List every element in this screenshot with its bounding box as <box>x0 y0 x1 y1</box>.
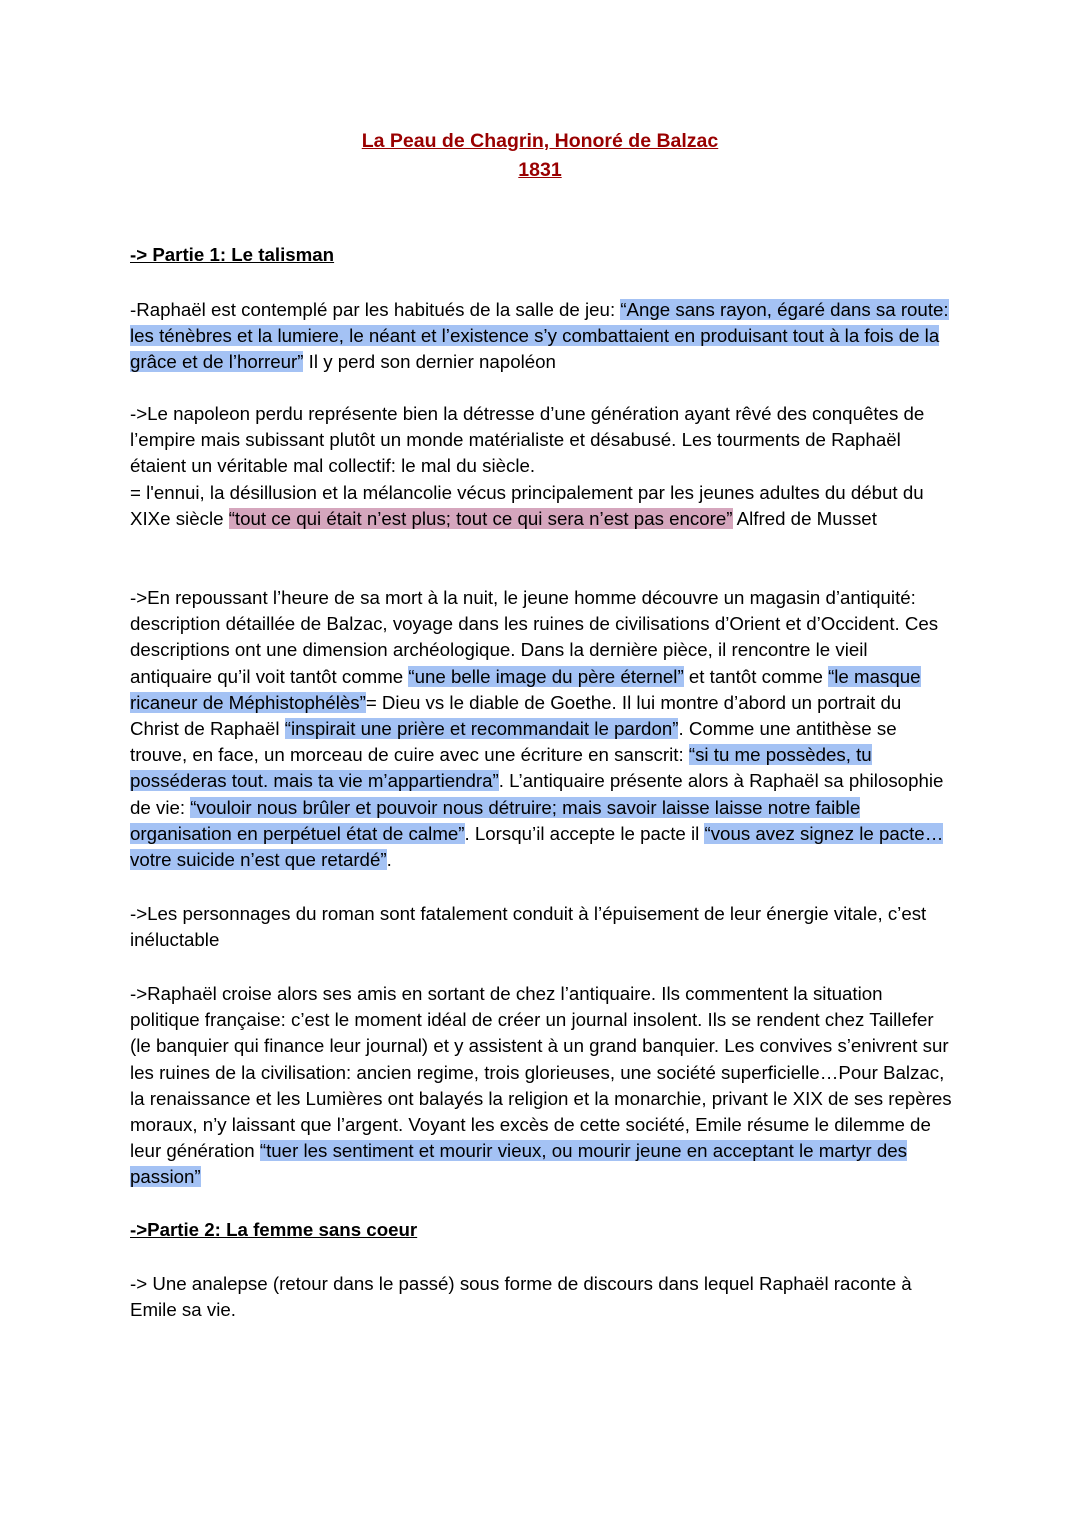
text-run: -Raphaël est contemplé par les habitués de la salle de jeu: <box>130 299 621 320</box>
paragraph-banquet <box>130 981 952 1191</box>
text-run: Il y perd son dernier napoléon <box>303 351 556 373</box>
text-run: = l'ennui, la désillusion et la mélancolie vécus principalement par les jeunes adultes du début du XIXe siècle <box>130 481 924 529</box>
highlighted-quote: “Ange sans rayon, égaré dans sa route: les ténèbres et la lumiere, le néant et l’existence s’y combattaient en produisant tout à la fois de la grâce et de l’horreur” <box>130 299 949 373</box>
part1-heading: -> Partie 1: Le talisman <box>130 244 335 265</box>
paragraph-antiquaire <box>130 585 952 873</box>
paragraph-energie-vitale <box>130 901 952 953</box>
text-run: ->Les personnages du roman sont fatalement conduit à l’épuisement de leur énergie vitale, c’est inéluctable <box>130 903 927 951</box>
text-run: Alfred de Musset <box>732 507 877 529</box>
highlighted-quote: “si tu me possèdes, tu posséderas tout. mais ta vie m’appartiendra” <box>130 744 872 792</box>
highlighted-quote: “une belle image du père éternel” <box>408 665 684 687</box>
part2-heading: ->Partie 2: La femme sans coeur <box>130 1219 418 1240</box>
text-run: ->Le napoleon perdu représente bien la détresse d’une génération ayant rêvé des conquêtes de l’empire mais subissant plutôt un monde matérialiste et désabusé. Les tourments de Raphaël étaient un véritable mal collectif: le mal du siècle. <box>130 403 925 477</box>
highlighted-quote: “vous avez signez le pacte…votre suicide n’est que retardé” <box>130 822 944 871</box>
text-run: . Comme une antithèse se trouve, en face, un morceau de cuire avec une écriture en sanscrit: <box>130 718 897 766</box>
paragraph-mal-du-siecle <box>130 401 952 532</box>
text-run: . Lorsqu’il accepte le pacte il <box>464 822 705 844</box>
text-run: ->En repoussant l’heure de sa mort à la nuit, le jeune homme découvre un magasin d’antiquité: description détaillée de Balzac, voyage dans les ruines de civilisations d’Orient et d’Occident. Ces descriptions ont une dimension archéologique. Dans la dernière pièce, il rencontre le vieil antiquaire qu’il voit tantôt comme <box>130 587 939 687</box>
paragraph-analepse <box>130 1271 952 1323</box>
highlighted-quote: “le masque ricaneur de Méphistophélès” <box>130 665 921 713</box>
document-title: La Peau de Chagrin, Honoré de Balzac <box>361 130 719 152</box>
highlighted-quote: “inspirait une prière et recommandait le pardon” <box>284 718 679 740</box>
highlighted-quote: “tuer les sentiment et mourir vieux, ou mourir jeune en acceptant le martyr des passion” <box>130 1140 907 1188</box>
document-year: 1831 <box>518 159 562 181</box>
text-run: . <box>386 849 392 871</box>
text-run: ->Raphaël croise alors ses amis en sortant de chez l’antiquaire. Ils commentent la situation politique française: c’est le moment idéal de créer un journal insolent. Ils se rendent chez Taillefer (le banquier qui finance leur journal) et y assistent à un grand banquier. Les convives s’enivrent sur les ruines de la civilisation: ancien regime, trois glorieuses, une société superficielle…Pour Balzac, la renaissance et les Lumières ont balayés la religion et la monarchie, privant le XIX de ses repères moraux, n’y laissant que l’argent. Voyant les excès de cette société, Emile résume le dilemme de leur génération <box>130 983 952 1162</box>
text-run: et tantôt comme <box>683 665 829 687</box>
paragraph-salle-de-jeu <box>130 297 952 376</box>
text-run: = Dieu vs le diable de Goethe. Il lui montre d’abord un portrait du Christ de Raphaël <box>130 691 902 740</box>
text-run: -> Une analepse (retour dans le passé) sous forme de discours dans lequel Raphaël raconte à Emile sa vie. <box>130 1273 912 1321</box>
text-run: . L’antiquaire présente alors à Raphaël sa philosophie de vie: <box>130 770 944 818</box>
highlighted-quote: “tout ce qui était n’est plus; tout ce qui sera n’est pas encore” <box>228 507 733 529</box>
highlighted-quote: “vouloir nous brûler et pouvoir nous détruire; mais savoir laisse laisse notre faible organisation en perpétuel état de calme” <box>130 796 861 844</box>
